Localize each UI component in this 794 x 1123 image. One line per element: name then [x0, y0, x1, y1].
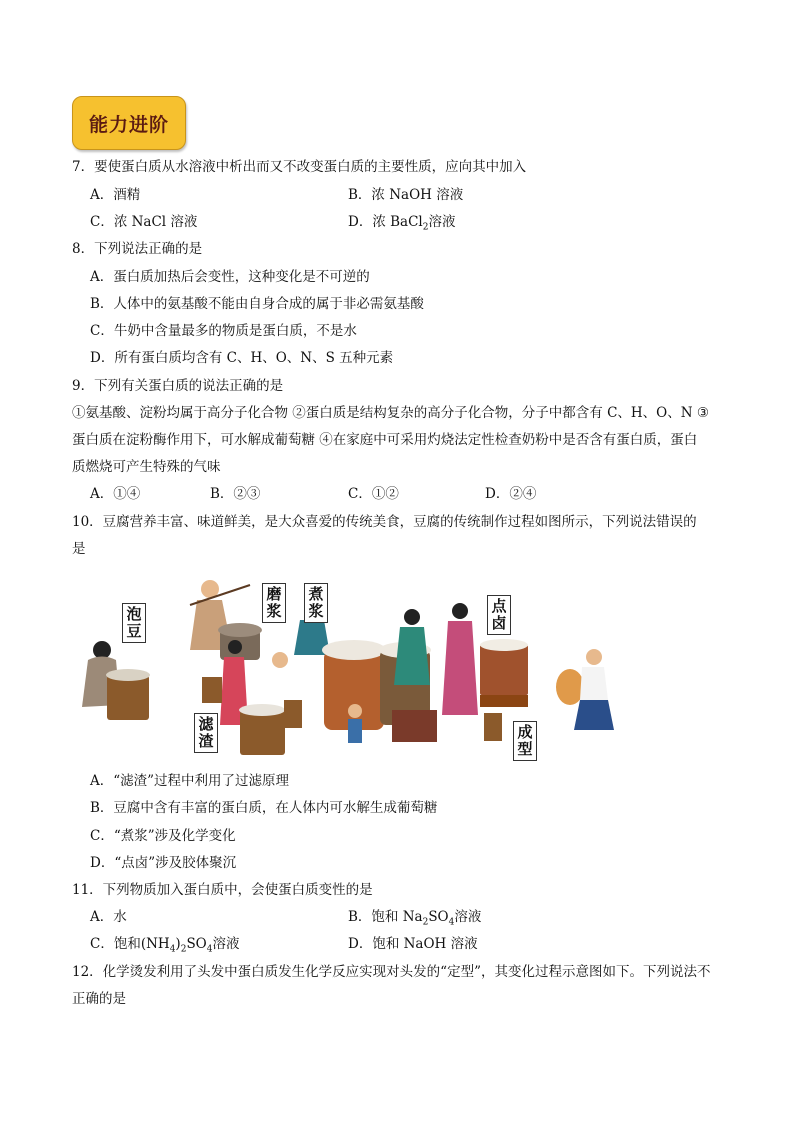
q10-option-b: B．豆腐中含有丰富的蛋白质，在人体内可水解生成葡萄糖 — [90, 800, 438, 816]
q8-stem: 8．下列说法正确的是 — [72, 241, 203, 257]
q10-stem-line1: 10．豆腐营养丰富、味道鲜美，是大众喜爱的传统美食，豆腐的传统制作过程如图所示，下列说法错误的 — [72, 514, 697, 530]
q11-option-d: D．饱和 NaOH 溶液 — [348, 936, 478, 952]
q9-stem: 9．下列有关蛋白质的说法正确的是 — [72, 378, 284, 394]
label-filter: 滤渣 — [194, 713, 218, 753]
q9-option-c: C．①② — [348, 486, 399, 502]
q9-statement-line2: 蛋白质在淀粉酶作用下，可水解成葡萄糖 ④在家庭中可采用灼烧法定性检查奶粉中是否含有蛋白质，蛋白 — [72, 432, 698, 448]
q10-stem-line2: 是 — [72, 541, 86, 557]
tofu-process-drawing — [72, 565, 627, 765]
q7-option-d: D．浓 BaCl$_2$溶液 — [348, 214, 456, 233]
q7-option-b: B．浓 NaOH 溶液 — [348, 187, 464, 203]
q9-statement-line1: ①氨基酸、淀粉均属于高分子化合物 ②蛋白质是结构复杂的高分子化合物，分子中都含有 C、H、O、N ③ — [72, 405, 709, 421]
q9-statement-line3: 质燃烧可产生特殊的气味 — [72, 459, 221, 475]
q11-option-a: A．水 — [90, 909, 127, 925]
q8-option-b: B．人体中的氨基酸不能由自身合成的属于非必需氨基酸 — [90, 296, 424, 312]
q7-stem: 7．要使蛋白质从水溶液中析出而又不改变蛋白质的主要性质，应向其中加入 — [72, 159, 527, 175]
section-badge-label: 能力进阶 — [88, 114, 169, 136]
q7-option-c: C．浓 NaCl 溶液 — [90, 214, 198, 230]
q8-option-d: D．所有蛋白质均含有 C、H、O、N、S 五种元素 — [90, 350, 394, 366]
q10-option-c: C．“煮浆”涉及化学变化 — [90, 828, 236, 844]
label-boil: 煮浆 — [304, 583, 328, 623]
q8-option-c: C．牛奶中含量最多的物质是蛋白质，不是水 — [90, 323, 357, 339]
q7-option-a: A．酒精 — [90, 187, 141, 203]
q12-stem-line1: 12．化学烫发利用了头发中蛋白质发生化学反应实现对头发的“定型”，其变化过程示意图如下。下列说法不 — [72, 964, 711, 980]
section-badge — [72, 96, 186, 150]
q9-option-a: A．①④ — [90, 486, 141, 502]
tofu-process-illustration — [72, 565, 627, 765]
label-grind: 磨浆 — [262, 583, 286, 623]
q11-option-c: C．饱和$(NH_4)_2SO_4$溶液 — [90, 936, 240, 955]
q10-option-a: A．“滤渣”过程中利用了过滤原理 — [90, 773, 290, 789]
q10-option-d: D．“点卤”涉及胶体聚沉 — [90, 855, 237, 871]
q11-stem: 11．下列物质加入蛋白质中，会使蛋白质变性的是 — [72, 882, 373, 898]
label-soak-beans: 泡豆 — [122, 603, 146, 643]
q11-option-b: B．饱和 $Na_2SO_4$溶液 — [348, 909, 482, 928]
q8-option-a: A．蛋白质加热后会变性，这种变化是不可逆的 — [90, 269, 370, 285]
q9-option-b: B．②③ — [210, 486, 261, 502]
q12-stem-line2: 正确的是 — [72, 991, 126, 1007]
label-curdle: 点卤 — [487, 595, 511, 635]
q9-option-d: D．②④ — [485, 486, 537, 502]
label-shape: 成型 — [513, 721, 537, 761]
